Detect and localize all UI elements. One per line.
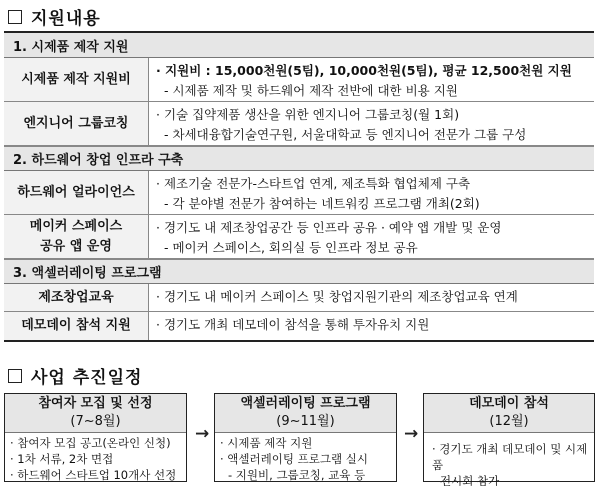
schedule-step-3	[423, 393, 595, 486]
step-period: (9~11월)	[276, 414, 335, 429]
section-header-3: 3. 액셀러레이팅 프로그램	[4, 259, 594, 284]
step-title: 데모데이 참석	[469, 396, 549, 411]
table-row	[4, 171, 594, 215]
row-label: 하드웨어 얼라이언스	[4, 171, 149, 214]
step-line: · 1차 서류, 2차 면접	[10, 452, 114, 466]
row-content	[149, 102, 594, 145]
row-label: 엔지니어 그룹코칭	[4, 102, 149, 145]
step-body	[424, 433, 594, 486]
step-title: 액셀러레이팅 프로그램	[240, 396, 371, 411]
table-row	[4, 102, 594, 146]
content-line: - 차세대융합기술연구원, 서울대학교 등 엔지니어 전문가 그룹 구성	[164, 127, 527, 142]
step-line: · 시제품 제작 지원	[220, 436, 313, 450]
content-line: · 경기도 개최 데모데이 참석을 통해 투자유치 지원	[156, 317, 430, 332]
step-line: 전시회 참가	[440, 474, 500, 486]
schedule-step-1	[4, 393, 187, 482]
content-line: · 경기도 내 메이커 스페이스 및 창업지원기관의 제조창업교육 연계	[156, 289, 518, 304]
table-row	[4, 58, 594, 102]
row-label: 제조창업교육	[4, 284, 149, 311]
row-content	[149, 312, 594, 340]
content-line: - 메이커 스페이스, 회의실 등 인프라 정보 공유	[164, 240, 418, 255]
support-heading-text: 지원내용	[31, 9, 101, 29]
step-header	[5, 394, 186, 433]
content-line: - 시제품 제작 및 하드웨어 제작 전반에 대한 비용 지원	[164, 83, 458, 98]
step-header	[215, 394, 396, 433]
step-body	[215, 433, 396, 485]
step-line: · 액셀러레이팅 프로그램 실시	[220, 452, 368, 466]
step-title: 참여자 모집 및 선정	[38, 396, 153, 411]
step-period: (7~8월)	[70, 414, 121, 429]
step-line: · 참여자 모집 공고(온라인 신청)	[10, 436, 171, 450]
step-header	[424, 394, 594, 433]
step-period: (12월)	[489, 414, 529, 429]
row-content	[149, 215, 594, 258]
support-table	[4, 31, 594, 342]
content-line: · 지원비 : 15,000천원(5팀), 10,000천원(5팀), 평균 12,500천원 지원	[156, 63, 572, 78]
content-line: - 각 분야별 전문가 참여하는 네트워킹 프로그램 개최(2회)	[164, 196, 480, 211]
section-header-2: 2. 하드웨어 창업 인프라 구축	[4, 146, 594, 171]
checkbox-square-icon	[8, 10, 22, 24]
step-line: - 지원비, 그룹코칭, 교육 등	[228, 468, 366, 482]
section-header-1: 1. 시제품 제작 지원	[4, 33, 594, 58]
row-content	[149, 284, 594, 311]
row-label: 시제품 제작 지원비	[4, 58, 149, 101]
schedule-step-2	[214, 393, 397, 482]
row-label: 데모데이 참석 지원	[4, 312, 149, 340]
row-label-line: 메이커 스페이스	[29, 218, 123, 234]
content-line: · 기술 집약제품 생산을 위한 엔지니어 그룹코칭(월 1회)	[156, 107, 460, 122]
schedule-heading	[8, 363, 142, 388]
row-label	[4, 215, 149, 258]
step-body	[5, 433, 186, 485]
support-heading	[8, 4, 101, 29]
table-row	[4, 215, 594, 259]
row-content	[149, 171, 594, 214]
content-line: · 제조기술 전문가-스타트업 연계, 제조특화 협업체제 구축	[156, 176, 471, 191]
row-label-line: 공유 앱 운영	[40, 238, 112, 254]
table-row	[4, 284, 594, 312]
step-line: · 경기도 개최 데모데이 및 시제품	[432, 442, 588, 472]
table-row	[4, 312, 594, 340]
content-line: · 경기도 내 제조창업공간 등 인프라 공유 · 예약 앱 개발 및 운영	[156, 220, 502, 235]
schedule-heading-text: 사업 추진일정	[31, 368, 143, 388]
arrow-right-icon: →	[195, 424, 210, 444]
row-content	[149, 58, 594, 101]
arrow-right-icon: →	[404, 424, 419, 444]
checkbox-square-icon	[8, 369, 22, 383]
step-line: · 하드웨어 스타트업 10개사 선정	[10, 468, 177, 482]
